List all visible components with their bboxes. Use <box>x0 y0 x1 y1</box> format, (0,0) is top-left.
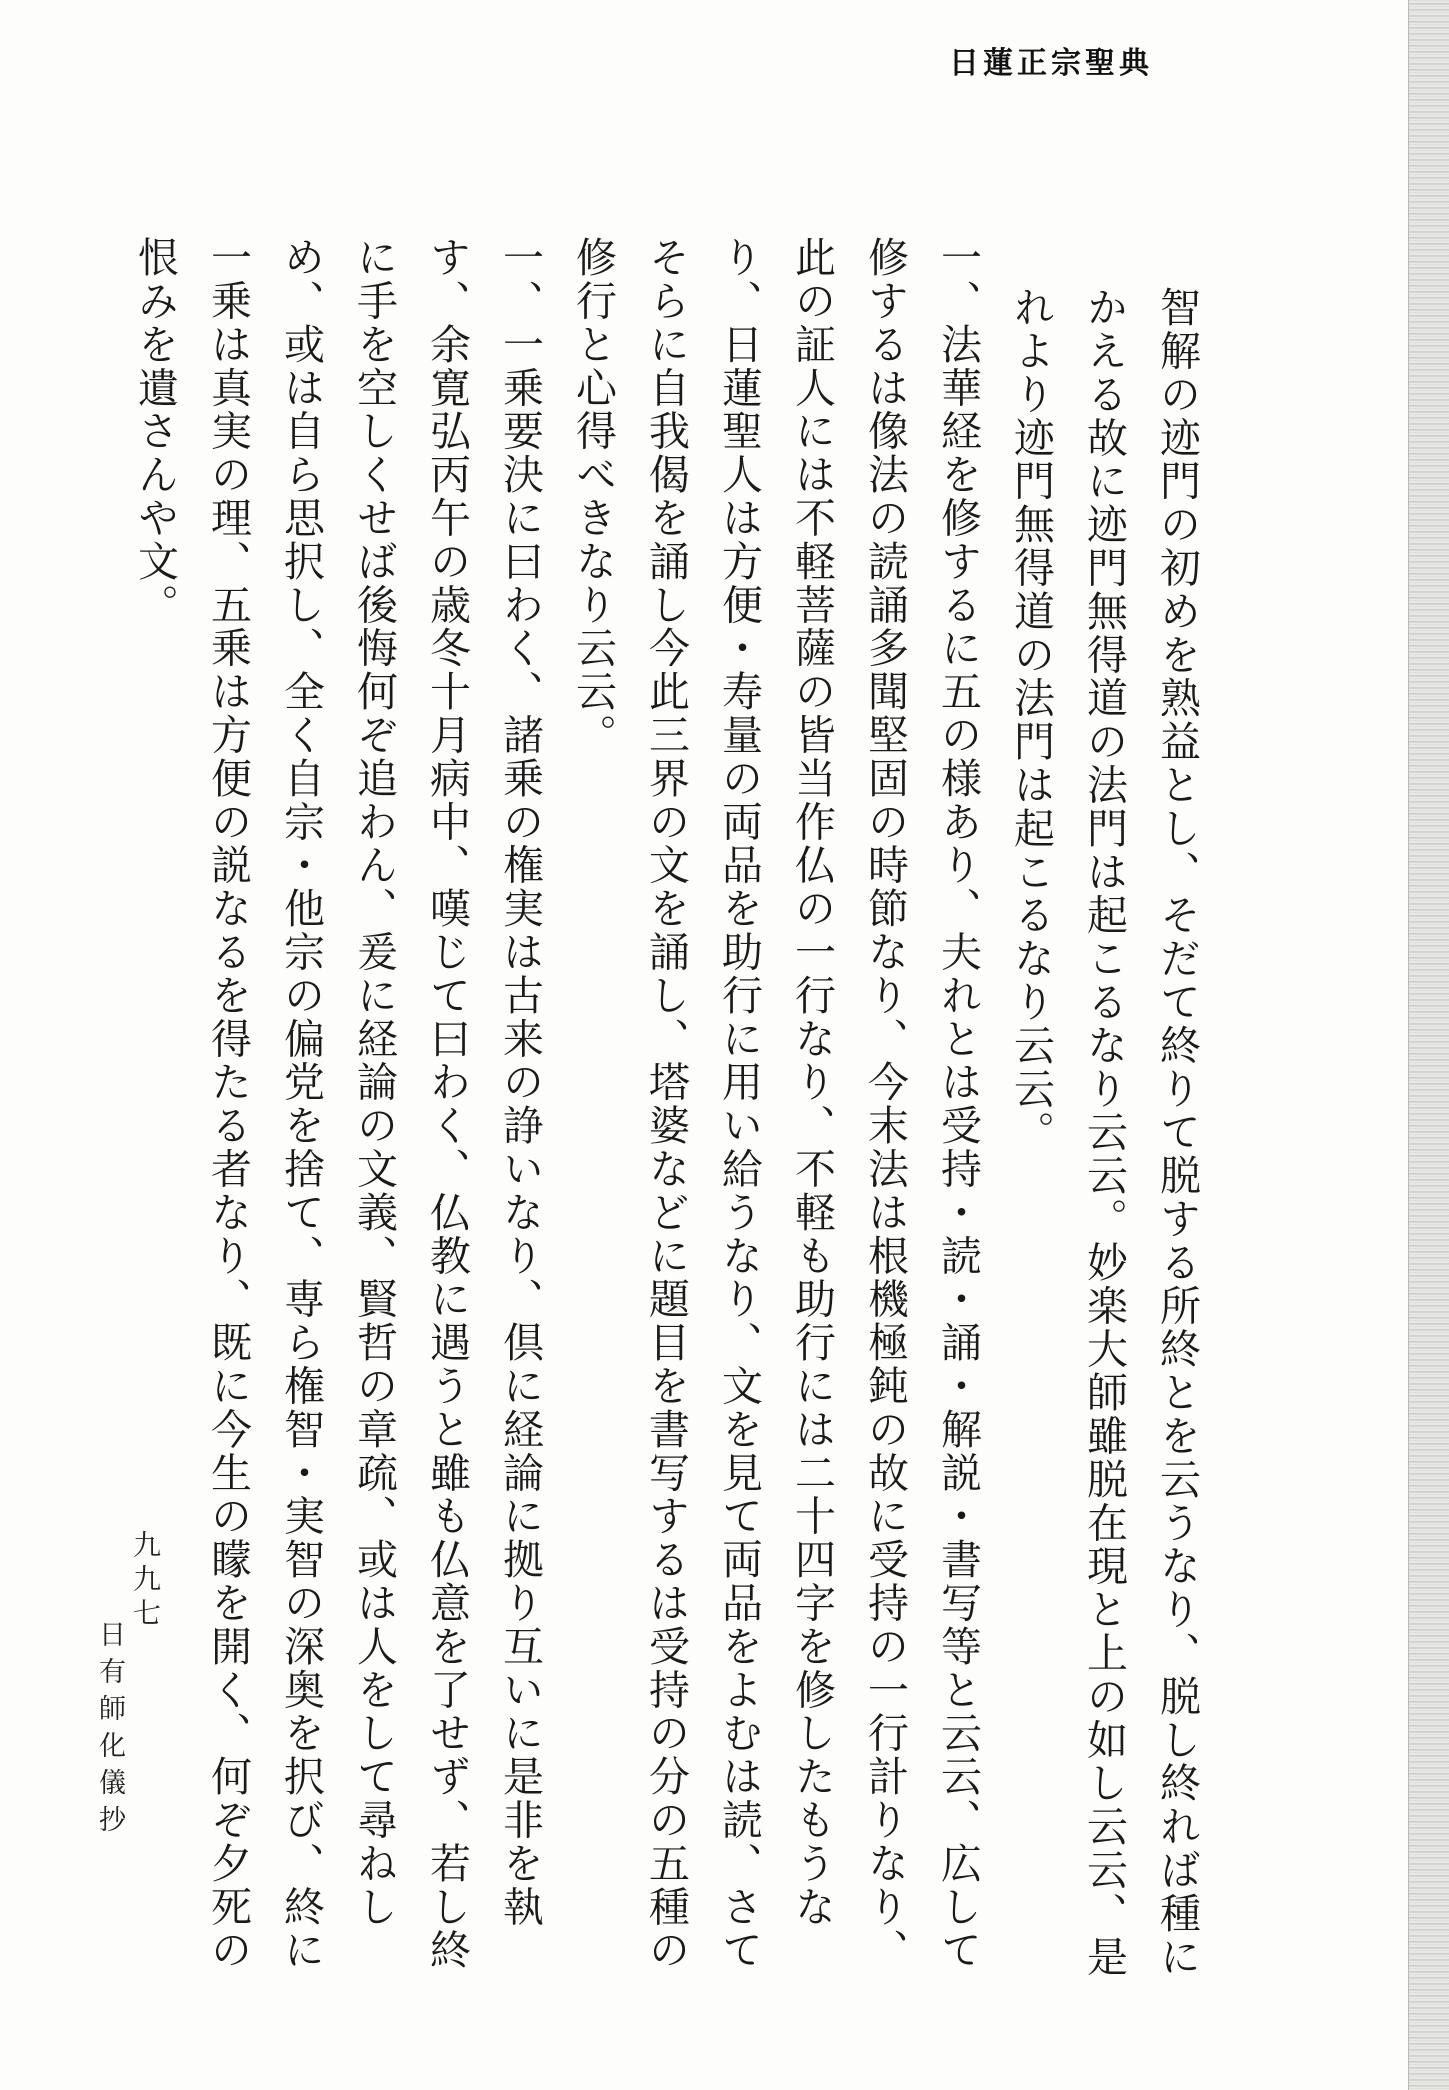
page-number: 九九七 <box>129 1530 162 1632</box>
footer-book-title: 日有師化儀抄 <box>94 1620 125 1842</box>
paragraph-ichijo-yoketsu: 一、一乗要決に曰わく、諸乗の権実は古来の諍いなり、倶に経論に拠り互いに是非を執す、余寛弘丙午の歳冬十月病中、嘆じて曰わく、仏教に遇うと雖も仏意を了せず、若し終に手を空しくせば後悔何ぞ追わん、爰に経論の文義、賢哲の章疏、或は人をして尋ねしめ、或は自ら思択し、全く自宗・他宗の偏党を捨て、専ら権智・実智の深奥を択び、終に一乗は真実の理、五乗は方便の説なるを得たる者なり、既に今生の矇を開く、何ぞ夕死の恨みを遺さんや文。 <box>131 236 544 1973</box>
running-header-title: 日蓮正宗聖典 <box>949 46 1153 81</box>
vertical-body-text <box>113 236 1213 2006</box>
paragraph-five-practices: 一、法華経を修するに五の様あり、夫れとは受持・読・誦・解説・書写等と云云、広して修するは像法の読誦多聞堅固の時節なり、今末法は根機極鈍の故に受持の一行計りなり、此の証人には不軽菩薩の皆当作仏の一行なり、不軽も助行には二十四字を修したもうなり、日蓮聖人は方便・寿量の両品を助行に用い給うなり、文を見て両品をよむは読、さてそらに自我偈を誦し今此三界の文を誦し、塔婆などに題目を書写するは受持の分の五種の修行と心得べきなり云云。 <box>569 236 982 1972</box>
page-binding-edge <box>1408 0 1449 2090</box>
paragraph-continuation: 智解の迹門の初めを熟益とし、そだて終りて脱する所終とを云うなり、脱し終れば種にかえる故に迹門無得道の法門は起こるなり云云。妙楽大師雖脱在現と上の如し云云、是れより迹門無得道の法門は起こるなり云云。 <box>1007 286 1201 1979</box>
